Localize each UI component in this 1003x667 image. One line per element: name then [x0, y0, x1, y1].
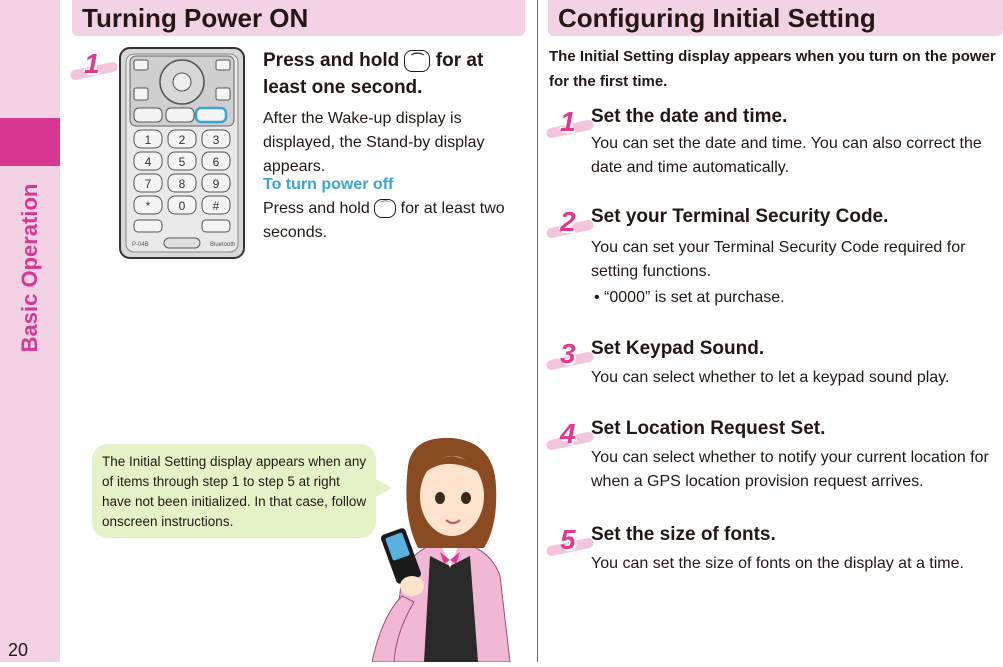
left-section-header: Turning Power ON [72, 0, 525, 36]
key-label: # [212, 199, 220, 213]
key-label: 1 [144, 133, 152, 147]
key-label: 2 [178, 133, 186, 147]
bluetooth-label: Bluetooth [210, 242, 236, 248]
intro-text: The Initial Setting display appears when you turn on the power for the first time. [549, 48, 996, 90]
step-number: 4 [560, 418, 576, 449]
key-label: * [145, 199, 151, 213]
right-section-header: Configuring Initial Setting [548, 0, 1003, 36]
key-label: 9 [212, 177, 220, 191]
balloon-text: The Initial Setting display appears when any of items through step 1 to step 5 at right have not been initialized. In that case, follow onscreen instructions. [102, 454, 367, 529]
phone-illustration [118, 46, 246, 265]
step-number: 1 [560, 106, 576, 137]
section-tab-marker [0, 118, 60, 166]
step-number: 5 [560, 524, 576, 555]
key-label: 5 [178, 155, 186, 169]
step-description: You can set your Terminal Security Code required for setting functions. [591, 239, 966, 280]
page-number: 20 [8, 640, 29, 660]
key-label: 6 [212, 155, 220, 169]
step-number: 2 [560, 206, 576, 237]
step-number: 3 [560, 338, 576, 369]
step-title: Press and hold ⌒ for at [263, 50, 484, 72]
step-title: Set the size of fonts. [591, 524, 776, 545]
step-description: You can set the size of fonts on the display at a time. [591, 555, 964, 572]
key-label: 4 [144, 155, 152, 169]
power-key-icon: ⌒ [374, 199, 396, 218]
phone-brand-label: P-04B [132, 242, 149, 248]
step-description: You can select whether to let a keypad sound play. [591, 369, 950, 386]
step-title: Set Keypad Sound. [591, 338, 765, 359]
step-title-line2: least one second. [263, 77, 423, 98]
step-description: You can set the date and time. You can also correct the date and time automatically. [591, 135, 982, 176]
step-title: Set your Terminal Security Code. [591, 206, 889, 227]
column-divider [537, 0, 538, 662]
key-label: 8 [178, 177, 186, 191]
key-label: 3 [212, 133, 220, 147]
step-note: • “0000” is set at purchase. [594, 289, 785, 306]
step-title: Set Location Request Set. [591, 418, 826, 439]
step-title: Set the date and time. [591, 106, 788, 127]
section-label: Basic Operation [17, 183, 42, 353]
key-label: 7 [144, 177, 152, 191]
power-off-text: Press and hold ⌒ for at least two seconds. [263, 200, 505, 241]
guide-character-illustration [372, 436, 530, 667]
step-description: You can select whether to notify your current location for when a GPS location provision request arrives. [591, 449, 989, 490]
power-off-subhead: To turn power off [263, 176, 394, 193]
step-description: After the Wake-up display is displayed, the Stand-by display appears. [263, 110, 485, 175]
key-label: 0 [178, 199, 186, 213]
power-key-icon: ⌒ [404, 50, 430, 72]
note-balloon [92, 444, 376, 538]
step-number: 1 [84, 48, 100, 79]
